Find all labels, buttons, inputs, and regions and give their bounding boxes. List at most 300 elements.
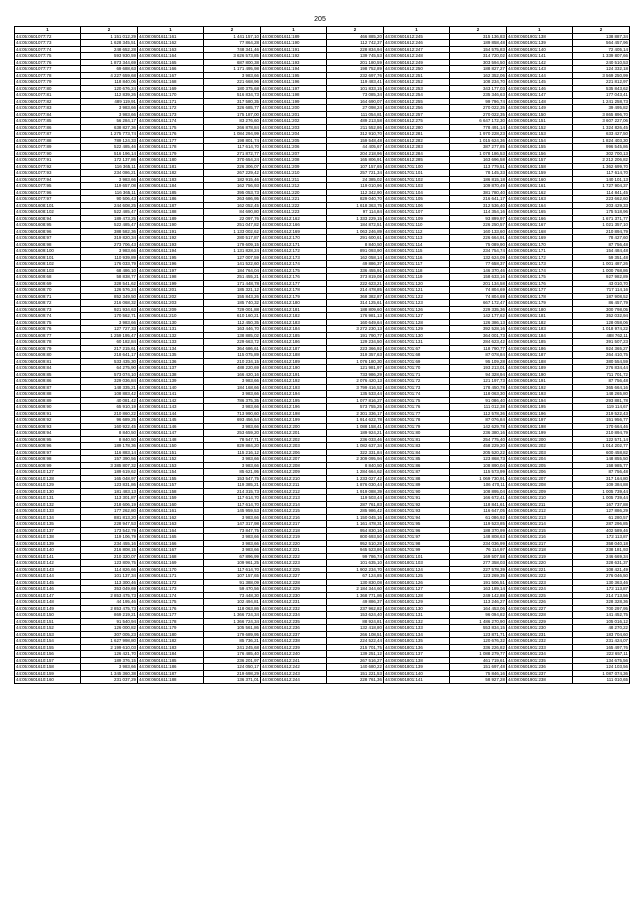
cadastral-value-cell: 148 265,80 [572, 391, 629, 398]
cadastral-value-cell: 1 084 294,99 [203, 131, 260, 138]
cadastral-number-cell: 44:08:0601612:211 [260, 482, 326, 489]
cadastral-value-cell: 8 840,50 [80, 436, 137, 443]
cadastral-value-cell: 1 082 637,34 [326, 443, 383, 450]
cadastral-value-cell: 1 005 739,44 [572, 488, 629, 495]
cadastral-value-cell: 183 704,60 [572, 631, 629, 638]
cadastral-value-cell: 123 831,86 [80, 482, 137, 489]
cadastral-number-cell: 44:08:0601612:242 [260, 664, 326, 671]
cadastral-number-cell: 44:08:0601611:154 [137, 469, 203, 476]
cadastral-value-cell: 711 701,72 [572, 371, 629, 378]
cadastral-number-cell: 44:08:0601701:122 [383, 293, 449, 300]
cadastral-number-cell: 44:08:0601701:68 [383, 352, 449, 359]
cadastral-number-cell: 44:08:0601612:239 [260, 644, 326, 651]
column-header: 2 [449, 27, 506, 34]
cadastral-value-cell: 1 131 828,24 [203, 248, 260, 255]
cadastral-number-cell: 44:05:0601610:158 [15, 664, 81, 671]
cadastral-value-cell: 119 010,96 [326, 183, 383, 190]
cadastral-number-cell: 44:05:0601609:101 [15, 254, 81, 261]
cadastral-value-cell: 3 983,66 [80, 319, 137, 326]
cadastral-number-cell: 44:05:0601077:87 [15, 131, 81, 138]
cadastral-value-cell: 83 276,60 [203, 118, 260, 125]
cadastral-number-cell: 44:08:0601612:162 [260, 215, 326, 222]
cadastral-number-cell: 44:08:0601901:170 [506, 241, 572, 248]
cadastral-number-cell: 44:08:0601901:238 [506, 677, 572, 684]
cadastral-number-cell: 44:08:0601611:145 [137, 417, 203, 424]
cadastral-number-cell: 44:08:0601611:197 [260, 85, 326, 92]
cadastral-number-cell: 44:08:0601701:94 [383, 514, 449, 521]
cadastral-number-cell: 44:08:0601901:209 [506, 488, 572, 495]
cadastral-value-cell: 76 114,97 [449, 547, 506, 554]
cadastral-value-cell: 39 495,82 [572, 105, 629, 112]
cadastral-number-cell: 44:05:0601610:152 [15, 625, 81, 632]
cadastral-value-cell: 126 576,24 [80, 287, 137, 294]
cadastral-number-cell: 44:05:0601610:128 [15, 475, 81, 482]
cadastral-value-cell: 175 518,96 [572, 209, 629, 216]
cadastral-value-cell: 236 380,16 [449, 430, 506, 437]
cadastral-value-cell: 8 840,50 [80, 430, 137, 437]
cadastral-number-cell: 44:05:0601077:91 [15, 157, 81, 164]
cadastral-value-cell: 270 022,35 [449, 111, 506, 118]
cadastral-number-cell: 44:08:0601611:139 [137, 378, 203, 385]
cadastral-value-cell: 573 755,25 [326, 404, 383, 411]
cadastral-value-cell: 488 762,11 [572, 332, 629, 339]
cadastral-number-cell: 44:05:0601077:73 [15, 40, 81, 47]
cadastral-number-cell: 44:08:0601701:119 [383, 274, 449, 281]
cadastral-number-cell: 44:08:0601701:99 [383, 547, 449, 554]
cadastral-number-cell: 44:08:0601701:86 [383, 462, 449, 469]
cadastral-number-cell: 44:08:0601611:207 [260, 150, 326, 157]
cadastral-number-cell: 44:08:0601611:168 [137, 79, 203, 86]
cadastral-number-cell: 44:08:0601611:190 [137, 222, 203, 229]
cadastral-number-cell: 44:05:0601608:101 [15, 202, 81, 209]
cadastral-value-cell: 564 457,96 [572, 40, 629, 47]
cadastral-value-cell: 43 010,70 [572, 280, 629, 287]
cadastral-value-cell: 353 049,69 [80, 586, 137, 593]
cadastral-value-cell: 101 635,10 [326, 560, 383, 567]
cadastral-number-cell: 44:08:0601901:188 [506, 358, 572, 365]
cadastral-number-cell: 44:08:0601612:248 [383, 53, 449, 60]
cadastral-number-cell: 44:08:0601701:98 [383, 540, 449, 547]
cadastral-number-cell: 44:08:0601611:147 [137, 430, 203, 437]
cadastral-number-cell: 44:08:0601611:189 [137, 215, 203, 222]
cadastral-number-cell: 44:08:0601701:110 [383, 222, 449, 229]
cadastral-value-cell: 121 197,73 [449, 378, 506, 385]
cadastral-number-cell: 44:05:0601077:95 [15, 183, 81, 190]
cadastral-value-cell: 358 040,18 [572, 540, 629, 547]
cadastral-value-cell: 2 309 095,94 [326, 456, 383, 463]
cadastral-value-cell: 166 420,16 [203, 371, 260, 378]
cadastral-value-cell: 380 554,59 [572, 358, 629, 365]
cadastral-number-cell: 44:05:0601609:76 [15, 326, 81, 333]
cadastral-number-cell: 44:08:0601612:177 [260, 280, 326, 287]
cadastral-number-cell: 44:08:0601901:215 [506, 527, 572, 534]
cadastral-number-cell: 44:08:0601611:152 [137, 456, 203, 463]
cadastral-number-cell: 44:08:0601611:184 [137, 651, 203, 658]
cadastral-value-cell: 164 690,07 [326, 98, 383, 105]
cadastral-value-cell: 800 693,50 [326, 534, 383, 541]
cadastral-value-cell: 3 983,66 [203, 534, 260, 541]
cadastral-value-cell: 87 756,48 [572, 469, 629, 476]
cadastral-number-cell: 44:08:0601612:255 [383, 98, 449, 105]
cadastral-value-cell: 303 594,50 [449, 59, 506, 66]
cadastral-value-cell: 119 385,21 [203, 482, 260, 489]
cadastral-number-cell: 44:08:0601611:173 [137, 586, 203, 593]
cadastral-value-cell: 189 376,15 [80, 657, 137, 664]
cadastral-value-cell: 163 446,70 [203, 326, 260, 333]
cadastral-value-cell: 116 883,14 [80, 449, 137, 456]
cadastral-number-cell: 44:08:0601611:157 [137, 482, 203, 489]
cadastral-number-cell: 44:08:0601611:135 [137, 352, 203, 359]
cadastral-number-cell: 44:08:0601611:164 [137, 53, 203, 60]
cadastral-value-cell: 191 506,51 [449, 579, 506, 586]
cadastral-number-cell: 44:08:0601611:160 [137, 501, 203, 508]
cadastral-number-cell: 44:08:0601611:188 [137, 209, 203, 216]
cadastral-value-cell: 778 491,14 [449, 124, 506, 131]
cadastral-number-cell: 44:08:0601611:172 [137, 579, 203, 586]
cadastral-number-cell: 44:08:0601612:187 [260, 345, 326, 352]
cadastral-value-cell: 140 101,13 [572, 176, 629, 183]
cadastral-number-cell: 44:08:0601612:202 [260, 436, 326, 443]
cadastral-value-cell: 315 136,83 [449, 33, 506, 40]
cadastral-number-cell: 44:08:0601612:175 [260, 267, 326, 274]
cadastral-value-cell: 172 113,87 [572, 534, 629, 541]
cadastral-number-cell: 44:08:0601901:229 [506, 618, 572, 625]
cadastral-value-cell: 145 959,53 [203, 508, 260, 515]
cadastral-value-cell: 945 523,86 [326, 547, 383, 554]
cadastral-number-cell: 44:08:0601611:138 [137, 371, 203, 378]
cadastral-number-cell: 44:08:0601901:227 [506, 605, 572, 612]
cadastral-value-cell: 189 924,21 [326, 430, 383, 437]
column-header: 1 [137, 27, 203, 34]
cadastral-value-cell: 217 215,61 [80, 345, 137, 352]
table-body [15, 33, 630, 683]
cadastral-value-cell: 328 328,36 [572, 599, 629, 606]
cadastral-number-cell: 44:08:0601611:134 [137, 345, 203, 352]
cadastral-number-cell: 44:08:0601901:176 [506, 280, 572, 287]
cadastral-value-cell: 105 561,86 [203, 625, 260, 632]
cadastral-value-cell: 234 086,21 [80, 170, 137, 177]
cadastral-value-cell: 226 250,57 [449, 222, 506, 229]
cadastral-number-cell: 44:05:0601608:94 [15, 215, 81, 222]
cadastral-number-cell: 44:08:0601901:140 [506, 46, 572, 53]
cadastral-number-cell: 44:08:0601701:84 [383, 449, 449, 456]
cadastral-number-cell: 44:08:0601611:183 [137, 644, 203, 651]
cadastral-value-cell: 177 043,41 [572, 92, 629, 99]
cadastral-number-cell: 44:08:0601901:222 [506, 573, 572, 580]
cadastral-value-cell: 78 427,60 [572, 235, 629, 242]
cadastral-value-cell: 291 600,61 [326, 235, 383, 242]
cadastral-number-cell: 44:05:0601609:85 [15, 371, 81, 378]
cadastral-value-cell: 113 779,51 [449, 163, 506, 170]
cadastral-number-cell: 44:05:0601077:78 [15, 72, 81, 79]
cadastral-value-cell: 402 589,46 [572, 527, 629, 534]
cadastral-value-cell: 108 234,70 [449, 79, 506, 86]
cadastral-value-cell: 1 824 403,30 [572, 137, 629, 144]
cadastral-value-cell: 693 456,54 [203, 417, 260, 424]
cadastral-value-cell: 277 358,03 [449, 560, 506, 567]
cadastral-number-cell: 44:08:0601612:218 [260, 527, 326, 534]
cadastral-number-cell: 44:08:0601612:232 [260, 605, 326, 612]
cadastral-number-cell: 44:08:0601611:195 [260, 72, 326, 79]
cadastral-value-cell: 1 063 246,89 [326, 228, 383, 235]
cadastral-number-cell: 44:08:0601611:144 [137, 410, 203, 417]
cadastral-number-cell: 44:08:0601901:157 [506, 157, 572, 164]
cadastral-number-cell: 44:08:0601801:135 [383, 638, 449, 645]
cadastral-number-cell: 44:05:0601077:77 [15, 66, 81, 73]
cadastral-number-cell: 44:08:0601901:162 [506, 189, 572, 196]
cadastral-number-cell: 44:08:0601612:195 [260, 397, 326, 404]
cadastral-number-cell: 44:05:0601610:140 [15, 547, 81, 554]
cadastral-number-cell: 44:08:0601611:210 [137, 313, 203, 320]
cadastral-number-cell: 44:08:0601901:234 [506, 651, 572, 658]
cadastral-value-cell: 73 847,75 [203, 527, 260, 534]
column-header: 1 [383, 27, 449, 34]
cadastral-number-cell: 44:08:0601801:130 [383, 605, 449, 612]
cadastral-number-cell: 44:05:0601609:71 [15, 293, 81, 300]
cadastral-number-cell: 44:08:0601611:143 [137, 404, 203, 411]
cadastral-value-cell: 1 069 730,91 [449, 475, 506, 482]
cadastral-number-cell: 44:08:0601611:169 [137, 560, 203, 567]
cadastral-value-cell: 228 761,36 [326, 677, 383, 684]
cadastral-number-cell: 44:08:0601612:217 [260, 521, 326, 528]
cadastral-value-cell: 729 001,88 [203, 306, 260, 313]
cadastral-value-cell: 244 608,25 [80, 202, 137, 209]
cadastral-value-cell: 188 809,60 [326, 306, 383, 313]
cadastral-number-cell: 44:08:0601801:133 [383, 625, 449, 632]
cadastral-number-cell: 44:08:0601801:134 [383, 631, 449, 638]
cadastral-value-cell: 142 177,62 [449, 313, 506, 320]
cadastral-value-cell: 522 485,47 [80, 209, 137, 216]
cadastral-value-cell: 151 221,53 [326, 670, 383, 677]
cadastral-value-cell: 1 087 074,36 [572, 670, 629, 677]
cadastral-value-cell: 24 385,02 [326, 176, 383, 183]
cadastral-value-cell: 86 457,79 [572, 300, 629, 307]
cadastral-number-cell: 44:08:0601612:222 [260, 553, 326, 560]
cadastral-number-cell: 44:05:0601609:102 [15, 261, 81, 268]
cadastral-number-cell: 44:05:0601077:97 [15, 196, 81, 203]
cadastral-value-cell: 49 886,37 [326, 261, 383, 268]
cadastral-value-cell: 124 103,56 [572, 664, 629, 671]
cadastral-value-cell: 276 834,44 [572, 365, 629, 372]
cadastral-value-cell: 1 005 739,44 [572, 495, 629, 502]
cadastral-value-cell: 535 843,62 [572, 85, 629, 92]
cadastral-number-cell: 44:08:0601901:148 [506, 98, 572, 105]
cadastral-number-cell: 44:08:0601801:129 [383, 599, 449, 606]
cadastral-value-cell: 172 137,86 [80, 157, 137, 164]
cadastral-value-cell: 232 697,76 [326, 72, 383, 79]
cadastral-number-cell: 44:08:0601611:151 [137, 449, 203, 456]
cadastral-value-cell: 78 547,71 [203, 436, 260, 443]
cadastral-number-cell: 44:05:0601609:75 [15, 319, 81, 326]
cadastral-number-cell: 44:08:0601611:191 [137, 228, 203, 235]
cadastral-value-cell: 49 886,37 [326, 599, 383, 606]
cadastral-number-cell: 44:08:0601612:243 [260, 670, 326, 677]
cadastral-number-cell: 44:08:0601901:230 [506, 625, 572, 632]
cadastral-number-cell: 44:05:0601609:74 [15, 313, 81, 320]
cadastral-number-cell: 44:05:0601610:157 [15, 657, 81, 664]
cadastral-value-cell: 223 366,92 [326, 345, 383, 352]
cadastral-number-cell: 44:08:0601701:104 [383, 189, 449, 196]
cadastral-number-cell: 44:08:0601901:169 [506, 235, 572, 242]
cadastral-number-cell: 44:08:0601611:179 [137, 625, 203, 632]
cadastral-number-cell: 44:08:0601901:181 [506, 313, 572, 320]
cadastral-value-cell: 181 483,13 [80, 488, 137, 495]
cadastral-number-cell: 44:05:0601609:69 [15, 280, 81, 287]
cadastral-value-cell: 221 812,97 [572, 79, 629, 86]
cadastral-number-cell: 44:05:0601609:86 [15, 378, 81, 385]
cadastral-number-cell: 44:05:0601610:139 [15, 540, 81, 547]
cadastral-number-cell: 44:08:0601612:285 [383, 157, 449, 164]
cadastral-number-cell: 44:05:0601077:74 [15, 46, 81, 53]
cadastral-value-cell: 113 300,46 [80, 579, 137, 586]
cadastral-value-cell: 120 676,32 [449, 638, 506, 645]
cadastral-number-cell: 44:08:0601901:237 [506, 670, 572, 677]
cadastral-number-cell: 44:08:0601611:161 [137, 508, 203, 515]
cadastral-value-cell: 223 662,60 [572, 196, 629, 203]
cadastral-number-cell: 44:05:0601077:88 [15, 137, 81, 144]
cadastral-value-cell: 285 986,42 [326, 508, 383, 515]
cadastral-value-cell: 1 333 229,15 [326, 215, 383, 222]
cadastral-number-cell: 44:05:0601610:127 [15, 469, 81, 476]
cadastral-value-cell: 522 485,47 [80, 222, 137, 229]
cadastral-value-cell: 266 108,51 [326, 631, 383, 638]
cadastral-number-cell: 44:08:0601901:216 [506, 534, 572, 541]
cadastral-number-cell: 44:08:0601701:123 [383, 300, 449, 307]
cadastral-number-cell: 44:08:0601612:225 [260, 566, 326, 573]
cadastral-value-cell: 1 368 771,86 [326, 592, 383, 599]
cadastral-value-cell: 91 540,94 [80, 618, 137, 625]
cadastral-number-cell: 44:08:0601901:207 [506, 475, 572, 482]
cadastral-value-cell: 165 497,76 [572, 644, 629, 651]
cadastral-value-cell: 392 528,16 [449, 326, 506, 333]
cadastral-value-cell: 234 455,16 [80, 540, 137, 547]
cadastral-number-cell: 44:08:0601701:74 [383, 391, 449, 398]
cadastral-number-cell: 44:08:0601611:177 [137, 137, 203, 144]
cadastral-number-cell: 44:08:0601611:164 [137, 527, 203, 534]
cadastral-value-cell: 67 124,85 [326, 573, 383, 580]
cadastral-number-cell: 44:08:0601612:207 [260, 456, 326, 463]
cadastral-number-cell: 44:08:0601701:73 [383, 384, 449, 391]
cadastral-value-cell: 1 259 195,47 [80, 332, 137, 339]
cadastral-value-cell: 952 510,28 [326, 540, 383, 547]
cadastral-value-cell: 489 213,58 [326, 118, 383, 125]
cadastral-value-cell: 159 548,48 [326, 137, 383, 144]
cadastral-value-cell: 3 983,66 [203, 456, 260, 463]
cadastral-value-cell: 91 086,40 [449, 397, 506, 404]
cadastral-number-cell: 44:08:0601701:79 [383, 423, 449, 430]
cadastral-value-cell: 1 150 045,16 [326, 514, 383, 521]
cadastral-value-cell: 139 745,53 [326, 53, 383, 60]
cadastral-number-cell: 44:08:0601612:201 [260, 430, 326, 437]
cadastral-number-cell: 44:08:0601612:283 [383, 144, 449, 151]
cadastral-number-cell: 44:08:0601612:198 [260, 410, 326, 417]
cadastral-value-cell: 253 659,20 [203, 430, 260, 437]
cadastral-value-cell: 1 014 202,77 [572, 443, 629, 450]
cadastral-value-cell: 87 076,84 [449, 417, 506, 424]
cadastral-number-cell: 44:08:0601901:198 [506, 423, 572, 430]
cadastral-value-cell: 214 478,85 [326, 287, 383, 294]
cadastral-value-cell: 700 297,95 [572, 605, 629, 612]
cadastral-number-cell: 44:08:0601901:233 [506, 644, 572, 651]
cadastral-value-cell: 224 522,44 [326, 638, 383, 645]
cadastral-value-cell: 322 331,84 [326, 449, 383, 456]
cadastral-number-cell: 44:08:0601611:182 [137, 170, 203, 177]
cadastral-value-cell: 748 341,46 [203, 46, 260, 53]
cadastral-number-cell: 44:08:0601701:96 [383, 527, 449, 534]
cadastral-value-cell: 633 427,50 [572, 131, 629, 138]
cadastral-value-cell: 593 930,59 [80, 53, 137, 60]
cadastral-value-cell: 3 983,66 [80, 111, 137, 118]
cadastral-value-cell: 162 058,14 [326, 254, 383, 261]
cadastral-number-cell: 44:08:0601701:75 [383, 397, 449, 404]
cadastral-number-cell: 44:08:0601901:199 [506, 430, 572, 437]
cadastral-number-cell: 44:08:0601612:208 [260, 462, 326, 469]
cadastral-number-cell: 44:08:0601901:192 [506, 384, 572, 391]
cadastral-value-cell: 667 172,47 [449, 300, 506, 307]
cadastral-number-cell: 44:05:0601609:95 [15, 436, 81, 443]
cadastral-value-cell: 97 114,84 [326, 209, 383, 216]
cadastral-number-cell: 44:08:0601901:197 [506, 417, 572, 424]
cadastral-number-cell: 44:08:0601612:223 [260, 560, 326, 567]
cadastral-number-cell: 44:08:0601612:257 [383, 111, 449, 118]
cadastral-number-cell: 44:08:0601611:185 [137, 189, 203, 196]
cadastral-number-cell: 44:08:0601901:161 [506, 183, 572, 190]
cadastral-number-cell: 44:08:0601901:206 [506, 469, 572, 476]
cadastral-value-cell: 365 664,16 [572, 384, 629, 391]
cadastral-number-cell: 44:08:0601611:198 [260, 92, 326, 99]
cadastral-number-cell: 44:05:0601610:131 [15, 495, 81, 502]
cadastral-number-cell: 44:08:0601901:150 [506, 111, 572, 118]
cadastral-number-cell: 44:08:0601801:124 [383, 566, 449, 573]
cadastral-number-cell: 44:05:0601077:75 [15, 53, 81, 60]
cadastral-value-cell: 8 840,50 [326, 462, 383, 469]
cadastral-number-cell: 44:08:0601612:281 [383, 131, 449, 138]
cadastral-value-cell: 124 050,17 [203, 664, 260, 671]
cadastral-number-cell: 44:08:0601612:210 [260, 475, 326, 482]
cadastral-number-cell: 44:08:0601611:174 [137, 592, 203, 599]
cadastral-number-cell: 44:05:0601609:94 [15, 430, 81, 437]
cadastral-value-cell: 138 885,02 [203, 332, 260, 339]
cadastral-value-cell: 176 485,40 [203, 651, 260, 658]
cadastral-number-cell: 44:05:0601077:76 [15, 59, 81, 66]
cadastral-value-cell: 108 890,04 [449, 462, 506, 469]
cadastral-value-cell: 73 085,34 [326, 92, 383, 99]
cadastral-value-cell: 829 040,70 [326, 196, 383, 203]
cadastral-number-cell: 44:08:0601612:199 [260, 417, 326, 424]
cadastral-value-cell: 162 352,06 [449, 72, 506, 79]
cadastral-number-cell: 44:08:0601901:210 [506, 495, 572, 502]
cadastral-value-cell: 3 983,66 [203, 423, 260, 430]
cadastral-value-cell: 119 483,41 [326, 79, 383, 86]
cadastral-number-cell: 44:08:0601611:174 [137, 118, 203, 125]
cadastral-value-cell: 176 981,13 [326, 313, 383, 320]
cadastral-number-cell: 44:08:0601701:89 [383, 482, 449, 489]
cadastral-value-cell: 1 618 363,75 [326, 202, 383, 209]
cadastral-number-cell: 44:08:0601611:194 [137, 248, 203, 255]
cadastral-number-cell: 44:05:0601610:133 [15, 508, 81, 515]
cadastral-number-cell: 44:08:0601901:155 [506, 144, 572, 151]
cadastral-number-cell: 44:08:0601611:220 [260, 189, 326, 196]
cadastral-value-cell: 3 983,66 [80, 664, 137, 671]
cadastral-value-cell: 77 864,28 [203, 40, 260, 47]
cadastral-number-cell: 44:08:0601612:169 [260, 228, 326, 235]
cadastral-number-cell: 44:08:0601612:186 [260, 339, 326, 346]
cadastral-value-cell: 203 429,33 [572, 202, 629, 209]
cadastral-number-cell: 44:08:0601901:185 [506, 339, 572, 346]
cadastral-value-cell: 122 571,14 [572, 436, 629, 443]
cadastral-number-cell: 44:08:0601901:160 [506, 176, 572, 183]
cadastral-value-cell: 126 386,13 [449, 319, 506, 326]
